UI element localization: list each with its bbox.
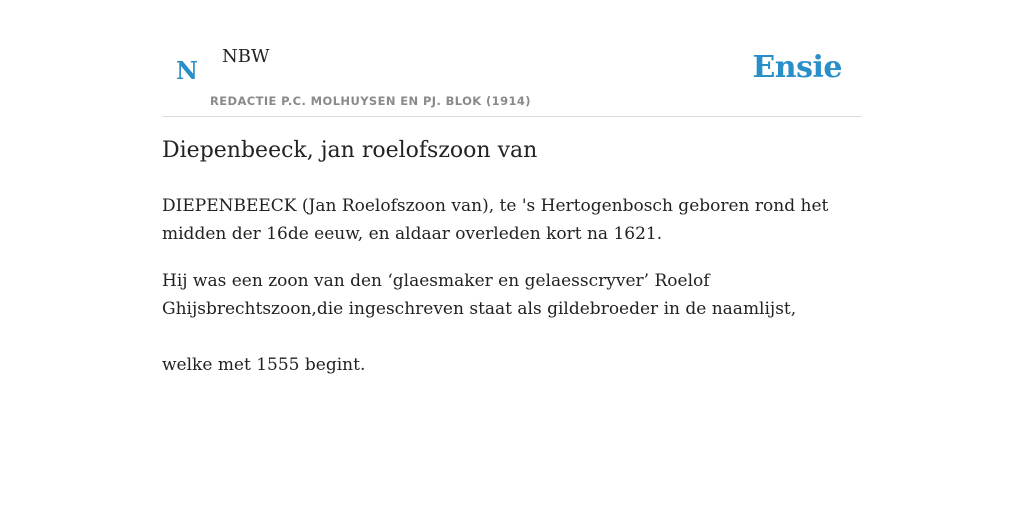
page xyxy=(162,0,862,512)
source-credit: REDACTIE P.C. MOLHUYSEN EN PJ. BLOK (1914) xyxy=(210,94,531,108)
brand-logo[interactable]: Ensie xyxy=(752,50,842,85)
source-header xyxy=(162,0,862,117)
article-title: Diepenbeeck, jan roelofszoon van xyxy=(162,138,538,163)
source-name[interactable]: NBW xyxy=(222,46,270,67)
source-logo[interactable]: N xyxy=(176,56,198,85)
article-paragraph: welke met 1555 begint. xyxy=(162,355,366,375)
article-paragraph: Hij was een zoon van den ‘glaesmaker en gelaesscryver’ Roelof Ghijsbrechtszoon,die ingeschreven staat als gildebroeder in de naamlijst, xyxy=(162,271,797,319)
article-paragraph: DIEPENBEECK (Jan Roelofszoon van), te 's Hertogenbosch geboren rond het midden der 16de eeuw, en aldaar overleden kort na 1621. xyxy=(162,196,829,244)
